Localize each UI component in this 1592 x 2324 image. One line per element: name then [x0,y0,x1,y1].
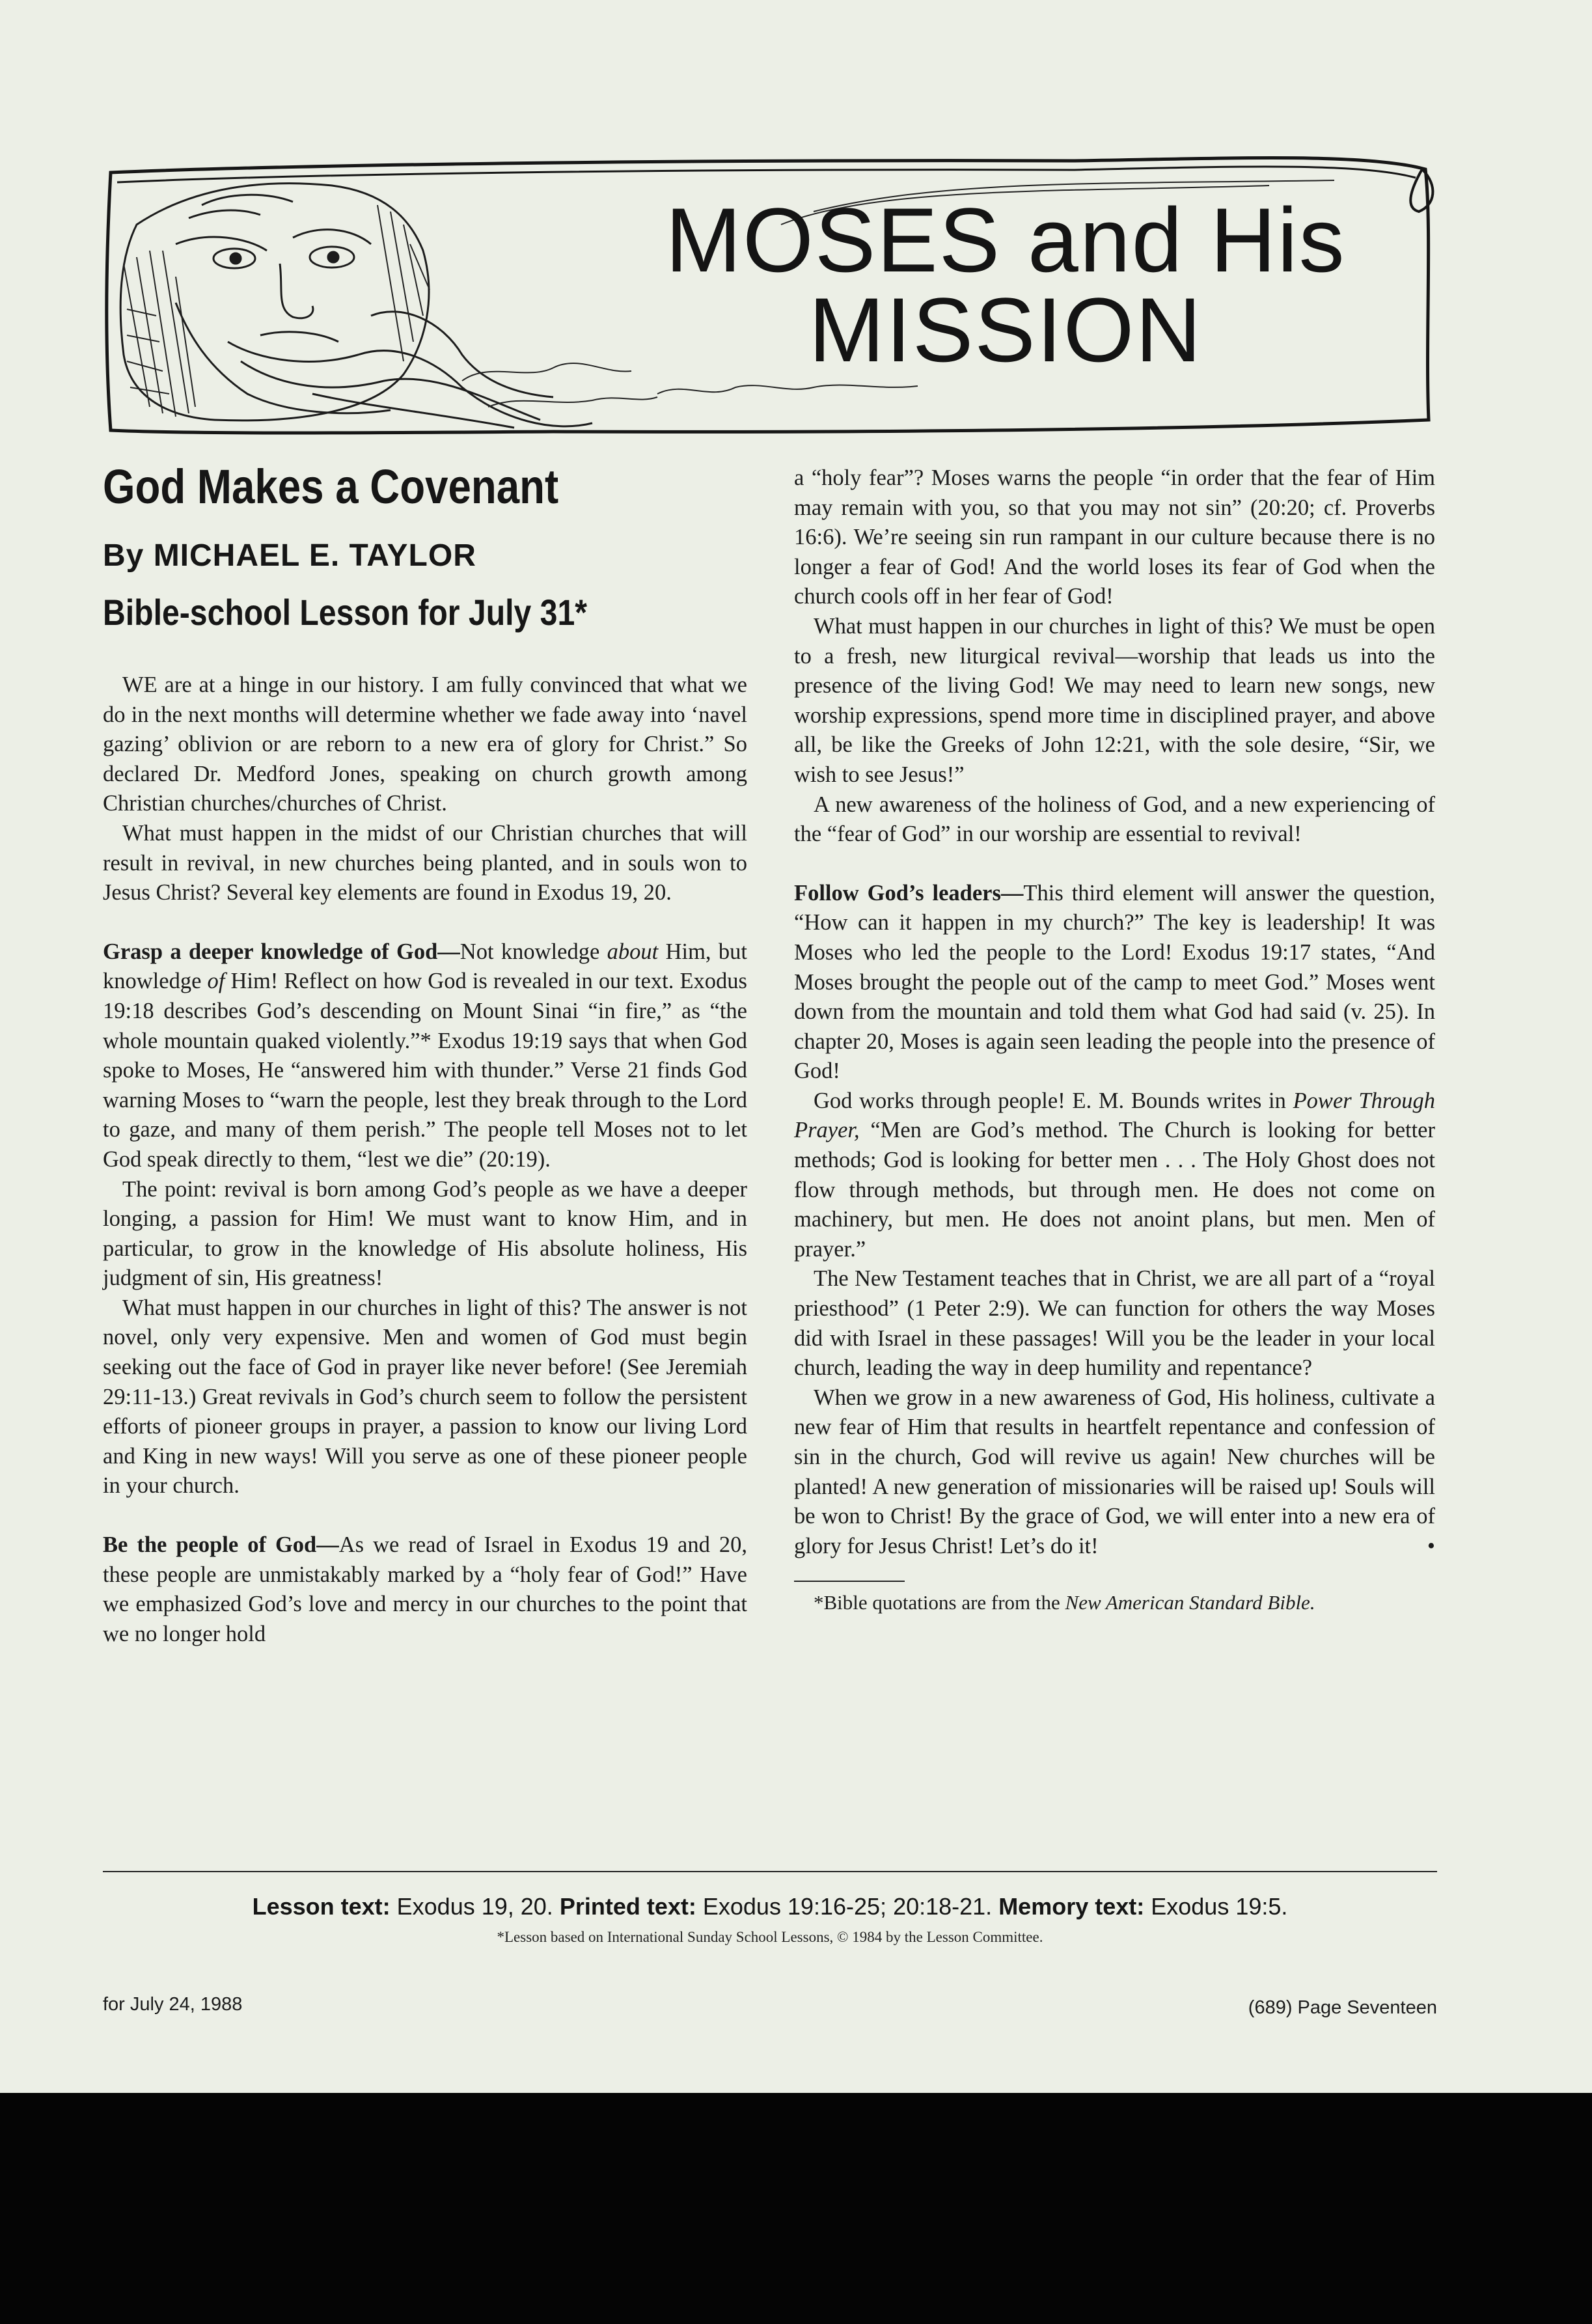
section-heading: Follow God’s leaders— [794,880,1024,906]
paragraph: a “holy fear”? Moses warns the people “in order that the fear of Him may remain with you, so that you may not sin” (20:20; cf. Proverbs 16:6). We’re seeing sin run rampant in our culture because there is no longer a fear of God! And the world loses its fear of God when the church cools off in her fear of God! [794,465,1435,609]
paragraph: What must happen in our churches in light of this? We must be open to a fresh, new liturgical revival—worship that leads us into the presence of the living God! We may need to learn new songs, new worship expressions, spend more time in disciplined prayer, and above all, be like the Greeks of John 12:21, with the sole desire, “Sir, we wish to see Jesus!” [794,613,1435,787]
lesson-subtitle: Bible-school Lesson for July 31* [103,592,587,633]
footnote-divider [794,1581,905,1582]
paragraph: God works through people! E. M. Bounds writes in Power Through Prayer, “Men are God’s method. The Church is looking for better methods; God is looking for better men . . . The Holy Ghost does not flow through methods, but through men. He does not come on machinery, but men. He does not anoint plans, but men. Men of prayer.” [794,1088,1435,1262]
page-number: (689) Page Seventeen [1248,1997,1437,2018]
end-mark: • [1427,1533,1435,1558]
title-banner [98,146,1438,446]
footnote: *Bible quotations are from the New American Standard Bible. [814,1591,1315,1614]
paragraph: The New Testament teaches that in Christ, we are all part of a “royal priesthood” (1 Peter 2:9). We can function for others the way Moses did with Israel in these passages! Will you be the leader in your local church, leading the way in deep humility and repentance? [794,1266,1435,1381]
section-heading: Grasp a deeper knowledge of God— [103,939,460,964]
paragraph: WE are at a hinge in our history. I am fully convinced that what we do in the next months will determine whether we fade away into ‘navel gazing’ oblivion or are reborn to a new era of glory for Christ.” So declared Dr. Medford Jones, speaking on church growth among Christian churches/churches of Christ. [103,672,747,816]
paragraph: What must happen in our churches in light of this? The answer is not novel, only very expensive. Men and women of God must begin seeking out the face of God in prayer like never before! (See Jeremiah 29:11-13.) Great revivals in God’s church seem to follow the persistent efforts of pioneer groups in prayer, a passion to know our living Lord and King in new ways! Will you serve as one of these pioneer people in your church. [103,1295,747,1499]
section-paragraph: Be the people of God—As we read of Israel in Exodus 19 and 20, these people are unmistakably marked by a “holy fear of God!” Have we emphasized God’s love and mercy in our churches to the point that we no longer hold [103,1532,747,1646]
section-paragraph: Grasp a deeper knowledge of God—Not knowledge about Him, but knowledge of Him! Reflect on how God is revealed in our text. Exodus 19:18 describes God’s descending on Mount Sinai “in fire,” as “the whole mountain quaked violently.”* Exodus 19:19 says that when God spoke to Moses, He “answered him with thunder.” Verse 21 finds God warning Moses to “warn the people, lest they break through to the Lord to gaze, and many of them perish.” The people tell Moses not to let God speak directly to them, “lest we die” (20:19). [103,939,748,1172]
article-headline: God Makes a Covenant [103,460,559,514]
paragraph: The point: revival is born among God’s people as we have a deeper longing, a passion for Him! We must want to know Him, and in particular, to grow in the knowledge of His absolute holiness, His judgment of sin, His greatness! [103,1176,747,1291]
banner-title-line-2: MISSION [808,279,1203,381]
paragraph: When we grow in a new awareness of God, His holiness, cultivate a new fear of Him that results in heartfelt repentance and confession of sin in the church, God will revive us again! New churches will be planted! A new generation of missionaries will be raised up! Souls will be won to Christ! By the grace of God, we will enter into a new era of glory for Jesus Christ! Let’s do it! • [794,1383,1435,1562]
paragraph: A new awareness of the holiness of God, and a new experiencing of the “fear of God” in our worship are essential to revival! [794,792,1435,847]
issue-date: for July 24, 1988 [103,1994,243,2015]
paragraph: What must happen in the midst of our Christian churches that will result in revival, in new churches being planted, and in souls won to Jesus Christ? Several key elements are found in Exodus 19, 20. [103,820,747,906]
section-paragraph: Follow God’s leaders—This third element will answer the question, “How can it happen in my church?” The key is leadership! It was Moses who led the people to the Lord! Exodus 19:17 states, “And Moses brought the people out of the camp to meet God.” Moses went down from the mountain and told them what God had said (v. 25). In chapter 20, Moses is again seen leading the people into the presence of God! [794,880,1435,1084]
lesson-references: Lesson text: Exodus 19, 20. Printed text: Exodus 19:16-25; 20:18-21. Memory text: Exodus 19:5. [252,1893,1288,1920]
scan-shadow [0,2093,1592,2324]
section-heading: Be the people of God— [103,1532,339,1558]
divider [103,1871,1437,1872]
banner-title [612,189,1399,381]
article-byline: By MICHAEL E. TAYLOR [103,538,476,573]
banner-title-line-1: MOSES and His [665,189,1346,291]
lesson-copyright-note: *Lesson based on International Sunday School Lessons, © 1984 by the Lesson Committee. [497,1929,1043,1945]
left-column [103,671,747,1649]
right-column [794,463,1435,1616]
